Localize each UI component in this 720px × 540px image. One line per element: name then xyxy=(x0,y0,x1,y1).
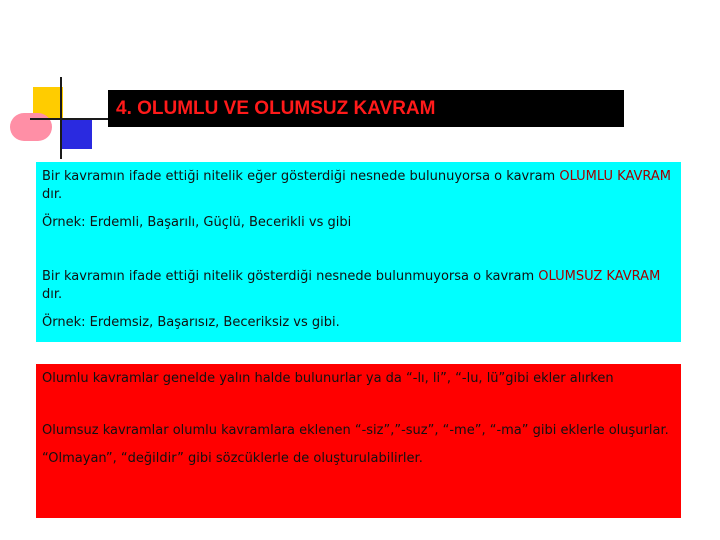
positive-example xyxy=(42,214,675,232)
example-label: Örnek: xyxy=(42,215,86,230)
example-label: Örnek: xyxy=(42,315,86,330)
negative-words-rule: “Olmayan”, “değildir” gibi sözcüklerle de oluşturulabilirler. xyxy=(42,451,423,466)
definition-box xyxy=(36,162,681,342)
positive-concept-keyword: OLUMLU KAVRAM xyxy=(559,169,672,184)
example-text: Erdemli, Başarılı, Güçlü, Becerikli vs gibi xyxy=(85,215,352,230)
negative-concept-definition xyxy=(42,268,675,304)
decor-blue-square xyxy=(62,119,92,149)
slide-title: 4. OLUMLU VE OLUMSUZ KAVRAM xyxy=(108,90,624,127)
negative-example xyxy=(42,314,675,332)
definition-suffix: dır. xyxy=(42,187,63,202)
positive-concept-definition xyxy=(42,168,675,204)
negative-suffix-rule: Olumsuz kavramlar olumlu kavramlara eklenen “-siz”,”-suz”, “-me”, “-ma” gibi eklerle oluşurlar. xyxy=(42,423,669,438)
suffix-rules-box xyxy=(36,364,681,518)
definition-text: Bir kavramın ifade ettiği nitelik gösterdiği nesnede bulunmuyorsa o kavram xyxy=(42,269,539,284)
definition-text: Bir kavramın ifade ettiği nitelik eğer gösterdiği nesnede bulunuyorsa o kavram xyxy=(42,169,560,184)
positive-suffix-rule: Olumlu kavramlar genelde yalın halde bulunurlar ya da “-lı, li”, “-lu, lü”gibi ekler alırken xyxy=(42,371,614,386)
decor-horizontal-line xyxy=(30,118,120,120)
example-text: Erdemsiz, Başarısız, Beceriksiz vs gibi. xyxy=(85,315,340,330)
negative-concept-keyword: OLUMSUZ KAVRAM xyxy=(538,269,661,284)
definition-suffix: dır. xyxy=(42,287,63,302)
